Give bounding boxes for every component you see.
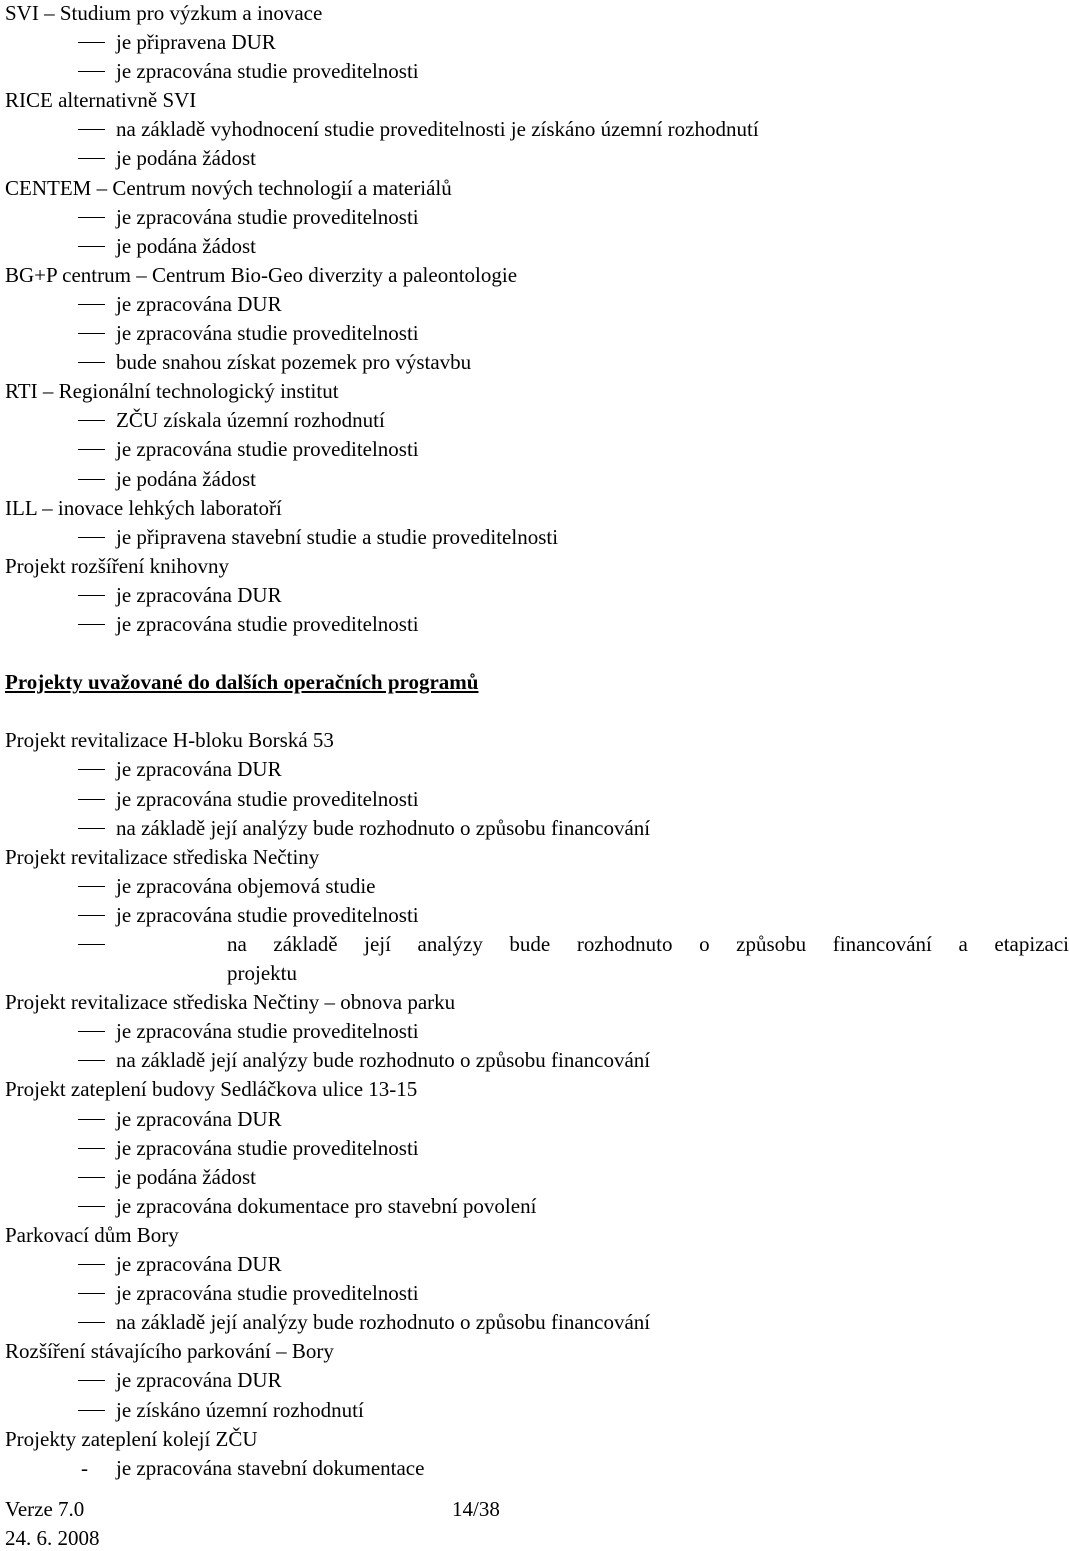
list-item <box>5 931 1069 989</box>
list-item-text-continuation: projektu <box>227 960 297 985</box>
list-item-text: je podána žádost <box>116 466 256 491</box>
list-item-text: je získáno územní rozhodnutí <box>116 1397 364 1422</box>
project-heading: Projekt revitalizace H-bloku Borská 53 <box>5 728 334 753</box>
list-item <box>5 524 960 553</box>
list-item <box>5 58 960 87</box>
page-footer <box>5 1496 945 1551</box>
list-item <box>5 611 960 640</box>
list-item <box>5 902 960 931</box>
list-item-text: je zpracována studie proveditelnosti <box>116 1135 419 1160</box>
list-item-text: na základě vyhodnocení studie proveditelnosti je získáno územní rozhodnutí <box>116 117 759 142</box>
list-item <box>5 204 960 233</box>
project-heading: RICE alternativně SVI <box>5 88 197 113</box>
list-item <box>5 815 960 844</box>
list-item-text-line: na základě její analýzy bude rozhodnuto o způsobu financování a etapizaci <box>227 931 1069 956</box>
list-item-text: je podána žádost <box>116 233 256 258</box>
footer-version: Verze 7.0 <box>5 1497 85 1521</box>
list-item <box>5 1193 960 1222</box>
list-item <box>5 407 960 436</box>
list-item-text: je zpracována studie proveditelnosti <box>116 437 419 462</box>
list-item-text: je zpracována DUR <box>116 582 282 607</box>
list-item <box>5 29 960 58</box>
list-item-text: je připravena stavební studie a studie proveditelnosti <box>116 524 559 549</box>
list-item <box>5 1309 960 1338</box>
project-heading: Projekt revitalizace střediska Nečtiny – obnova parku <box>5 990 456 1015</box>
list-item-text: je zpracována studie proveditelnosti <box>116 204 419 229</box>
list-item <box>5 1455 960 1484</box>
list-item <box>5 1367 960 1396</box>
project-heading: Projekt zateplení budovy Sedláčkova ulice 13-15 <box>5 1077 418 1102</box>
list-item <box>5 1135 960 1164</box>
list-item <box>5 233 960 262</box>
list-item <box>5 320 960 349</box>
list-item-text: ZČU získala územní rozhodnutí <box>116 408 385 433</box>
list-item-text: je zpracována DUR <box>116 1252 282 1277</box>
list-item-text: je zpracována studie proveditelnosti <box>116 1281 419 1306</box>
list-item-text: je zpracována DUR <box>116 757 282 782</box>
list-item-text: je zpracována DUR <box>116 1368 282 1393</box>
list-item-text: na základě její analýzy bude rozhodnuto o způsobu financování <box>116 1310 651 1335</box>
list-item <box>5 582 960 611</box>
list-item-text: bude snahou získat pozemek pro výstavbu <box>116 350 472 375</box>
list-item-text: je zpracována studie proveditelnosti <box>116 611 419 636</box>
project-heading: BG+P centrum – Centrum Bio-Geo diverzity a paleontologie <box>5 262 518 287</box>
list-item-text: na základě její analýzy bude rozhodnuto o způsobu financování <box>116 1048 651 1073</box>
list-item-text: je zpracována studie proveditelnosti <box>116 321 419 346</box>
project-heading: ILL – inovace lehkých laboratoří <box>5 495 282 520</box>
blank-line <box>5 640 960 669</box>
list-item-text: je zpracována studie proveditelnosti <box>116 786 419 811</box>
dash-bullet: - <box>81 1455 88 1480</box>
list-item <box>5 291 960 320</box>
list-item-text: je zpracována studie proveditelnosti <box>116 1019 419 1044</box>
list-item-text: na základě její analýzy bude rozhodnuto o způsobu financování <box>116 815 651 840</box>
list-item-text: je zpracována dokumentace pro stavební povolení <box>116 1193 537 1218</box>
project-heading: Projekt rozšíření knihovny <box>5 553 229 578</box>
project-heading: Projekt revitalizace střediska Nečtiny <box>5 844 320 869</box>
project-heading: CENTEM – Centrum nových technologií a materiálů <box>5 175 452 200</box>
list-item <box>5 1251 960 1280</box>
list-item <box>5 1047 960 1076</box>
list-item-text: je zpracována stavební dokumentace <box>116 1455 425 1480</box>
list-item-text: je podána žádost <box>116 1164 256 1189</box>
list-item <box>5 1164 960 1193</box>
project-heading: Rozšíření stávajícího parkování – Bory <box>5 1339 334 1364</box>
list-item <box>5 873 960 902</box>
list-item <box>5 436 960 465</box>
project-heading: Projekty zateplení kolejí ZČU <box>5 1426 258 1451</box>
footer-page-number: 14/38 <box>452 1497 500 1521</box>
list-item <box>5 349 960 378</box>
list-item <box>5 1018 960 1047</box>
list-item <box>5 145 960 174</box>
list-item <box>5 116 960 145</box>
list-item <box>5 756 960 785</box>
list-item-text: je zpracována objemová studie <box>116 873 376 898</box>
list-item-text <box>227 930 1069 988</box>
list-item <box>5 1397 960 1426</box>
project-heading: RTI – Regionální technologický institut <box>5 379 339 404</box>
list-item-text: je zpracována studie proveditelnosti <box>116 59 419 84</box>
list-item-text: je zpracována DUR <box>116 291 282 316</box>
list-item-text: je připravena DUR <box>116 30 276 55</box>
project-heading: SVI – Studium pro výzkum a inovace <box>5 1 323 25</box>
document-body <box>5 0 1069 1484</box>
list-item-text: je zpracována studie proveditelnosti <box>116 902 419 927</box>
section-heading: Projekty uvažované do dalších operačních programů <box>5 670 479 695</box>
list-item <box>5 786 960 815</box>
list-item <box>5 1280 960 1309</box>
blank-line <box>5 698 960 727</box>
list-item-text: je zpracována DUR <box>116 1106 282 1131</box>
list-item <box>5 466 960 495</box>
project-heading: Parkovací dům Bory <box>5 1222 179 1247</box>
list-item <box>5 1106 960 1135</box>
footer-date: 24. 6. 2008 <box>5 1526 100 1550</box>
list-item-text: je podána žádost <box>116 146 256 171</box>
